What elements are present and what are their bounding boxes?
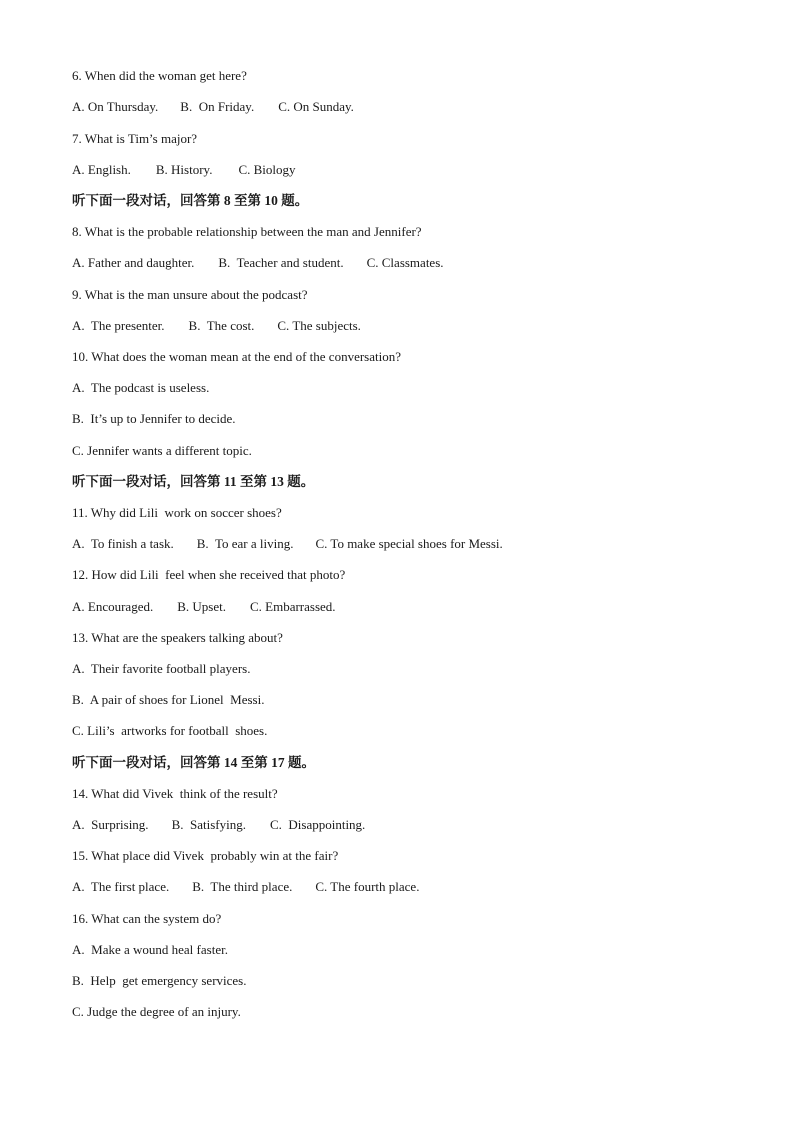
answer-option: A. The presenter.	[72, 318, 165, 333]
answer-option: C. On Sunday.	[278, 99, 354, 114]
question-line: 13. What are the speakers talking about?	[72, 630, 283, 645]
answer-option: A. The first place.	[72, 879, 170, 894]
answer-option: C. Disappointing.	[269, 817, 366, 832]
question-line: 16. What can the system do?	[72, 911, 222, 926]
question-line: 12. How did Lili feel when she received that photo?	[72, 567, 346, 582]
answer-option: B. The cost.	[188, 318, 255, 333]
options-row	[72, 255, 444, 271]
answer-option: C. Classmates.	[366, 255, 444, 270]
answer-option: B. Upset.	[177, 599, 226, 614]
answer-option: B. History.	[155, 162, 213, 177]
answer-option: A. Encouraged.	[72, 599, 154, 614]
options-row	[72, 817, 365, 833]
question-line: C. Jennifer wants a different topic.	[72, 443, 252, 458]
answer-option: A. To finish a task.	[72, 536, 174, 551]
answer-option: C. To make special shoes for Messi.	[315, 536, 503, 551]
answer-option: C. The fourth place.	[315, 879, 420, 894]
answer-option: B. On Friday.	[180, 99, 255, 114]
question-line: 10. What does the woman mean at the end of the conversation?	[72, 349, 401, 364]
answer-option: A. Surprising.	[72, 817, 149, 832]
question-line: C. Judge the degree of an injury.	[72, 1004, 241, 1019]
question-line: B. A pair of shoes for Lionel Messi.	[72, 692, 265, 707]
options-row	[72, 879, 419, 895]
answer-option: C. Biology	[238, 162, 296, 177]
answer-option: A. On Thursday.	[72, 99, 159, 114]
options-row	[72, 99, 354, 115]
question-line: A. Their favorite football players.	[72, 661, 251, 676]
question-line: B. It’s up to Jennifer to decide.	[72, 411, 236, 426]
question-line: 7. What is Tim’s major?	[72, 131, 198, 146]
question-line: A. The podcast is useless.	[72, 380, 210, 395]
question-line: B. Help get emergency services.	[72, 973, 247, 988]
answer-option: C. Embarrassed.	[249, 599, 336, 614]
answer-option: A. English.	[72, 162, 131, 177]
question-line: 14. What did Vivek think of the result?	[72, 786, 278, 801]
answer-option: B. Teacher and student.	[218, 255, 344, 270]
section-heading: 听下面一段对话，回答第 8 至第 10 题。	[72, 193, 309, 208]
answer-option: B. To ear a living.	[196, 536, 294, 551]
options-row	[72, 599, 336, 615]
answer-option: C. The subjects.	[277, 318, 361, 333]
options-row	[72, 536, 503, 552]
answer-option: B. The third place.	[192, 879, 293, 894]
answer-option: A. Father and daughter.	[72, 255, 195, 270]
question-line: 8. What is the probable relationship between the man and Jennifer?	[72, 224, 422, 239]
section-heading: 听下面一段对话，回答第 14 至第 17 题。	[72, 755, 315, 770]
answer-option: B. Satisfying.	[171, 817, 246, 832]
section-heading: 听下面一段对话，回答第 11 至第 13 题。	[72, 474, 315, 489]
options-row	[72, 162, 296, 178]
question-line: 11. Why did Lili work on soccer shoes?	[72, 505, 282, 520]
question-line: 15. What place did Vivek probably win at the fair?	[72, 848, 339, 863]
question-line: C. Lili’s artworks for football shoes.	[72, 723, 268, 738]
options-row	[72, 318, 361, 334]
question-line: A. Make a wound heal faster.	[72, 942, 228, 957]
question-line: 9. What is the man unsure about the podcast?	[72, 287, 308, 302]
question-line: 6. When did the woman get here?	[72, 68, 247, 83]
